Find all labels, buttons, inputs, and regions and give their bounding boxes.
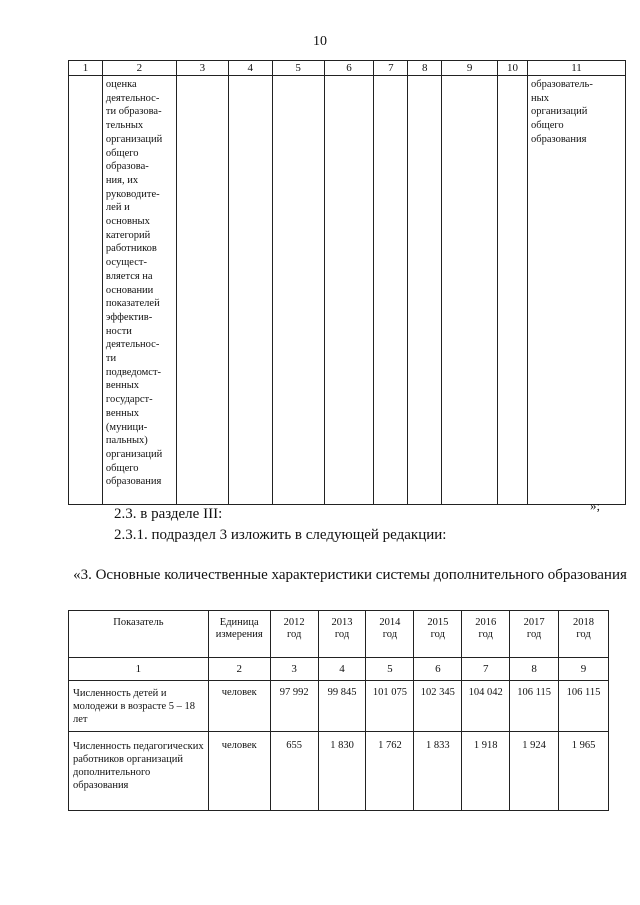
column-number: 7 <box>374 61 408 76</box>
value-cell: 101 075 <box>366 681 414 732</box>
column-number: 2 <box>208 658 270 681</box>
table-row <box>69 732 609 811</box>
characteristics-table <box>68 610 609 811</box>
table-cell <box>498 76 528 505</box>
year-header: 2014 год <box>366 611 414 658</box>
table-cell <box>176 76 228 505</box>
year-header: 2018 год <box>559 611 609 658</box>
organizations-text: образователь- ных организаций общего образования <box>531 79 593 145</box>
table-row <box>69 681 609 732</box>
table-cell <box>102 76 176 505</box>
column-number: 7 <box>462 658 510 681</box>
column-number: 4 <box>318 658 366 681</box>
unit-cell: человек <box>208 681 270 732</box>
section-2-3-1: 2.3.1. подраздел 3 изложить в следующей редакции: <box>114 527 447 543</box>
column-number: 1 <box>69 61 103 76</box>
column-number: 2 <box>102 61 176 76</box>
column-number: 5 <box>366 658 414 681</box>
assessment-text: оценка деятельнос- ти образова- тельных организаций общего образова- ния, их руководите- лей и основных категорий работников осущест- вляется на основании показателей эффектив- ности деятельнос- ти подведомст- венных государст- венных (муници- пальных) организаций общего образования <box>105 79 163 488</box>
value-cell: 99 845 <box>318 681 366 732</box>
value-cell: 97 992 <box>270 681 318 732</box>
column-number: 5 <box>272 61 324 76</box>
indicator-header: Показатель <box>69 611 209 658</box>
column-number-row <box>69 658 609 681</box>
table-row <box>69 76 626 505</box>
column-number: 10 <box>498 61 528 76</box>
table-cell <box>228 76 272 505</box>
column-number: 8 <box>510 658 559 681</box>
value-cell: 1 965 <box>559 732 609 811</box>
value-cell: 102 345 <box>414 681 462 732</box>
unit-header: Единица измерения <box>208 611 270 658</box>
page-number: 10 <box>313 34 327 49</box>
table-cell <box>374 76 408 505</box>
continued-table <box>68 60 626 505</box>
value-cell: 1 762 <box>366 732 414 811</box>
table-cell <box>442 76 498 505</box>
column-number: 9 <box>442 61 498 76</box>
value-cell: 106 115 <box>559 681 609 732</box>
closing-quote: »; <box>590 498 601 513</box>
value-cell: 1 918 <box>462 732 510 811</box>
year-header: 2017 год <box>510 611 559 658</box>
table-cell <box>272 76 324 505</box>
column-number: 3 <box>176 61 228 76</box>
value-cell: 1 830 <box>318 732 366 811</box>
column-number: 11 <box>528 61 626 76</box>
indicator-cell: Численность педагогических работников организаций дополнительного образования <box>69 732 209 811</box>
table-cell <box>408 76 442 505</box>
table-cell <box>69 76 103 505</box>
column-number: 6 <box>324 61 374 76</box>
value-cell: 655 <box>270 732 318 811</box>
column-number: 9 <box>559 658 609 681</box>
value-cell: 106 115 <box>510 681 559 732</box>
year-header: 2015 год <box>414 611 462 658</box>
table-cell <box>528 76 626 505</box>
column-number: 1 <box>69 658 209 681</box>
column-number: 8 <box>408 61 442 76</box>
year-header: 2013 год <box>318 611 366 658</box>
section-2-3: 2.3. в разделе III: <box>114 506 223 522</box>
column-number: 4 <box>228 61 272 76</box>
unit-cell: человек <box>208 732 270 811</box>
header-row <box>69 611 609 658</box>
table-cell <box>324 76 374 505</box>
year-header: 2016 год <box>462 611 510 658</box>
column-number-row <box>69 61 626 76</box>
column-number: 3 <box>270 658 318 681</box>
value-cell: 1 833 <box>414 732 462 811</box>
year-header: 2012 год <box>270 611 318 658</box>
column-number: 6 <box>414 658 462 681</box>
subsection-heading: «3. Основные количественные характеристики системы дополнительного образования <box>73 567 627 583</box>
value-cell: 104 042 <box>462 681 510 732</box>
indicator-cell: Численность детей и молодежи в возрасте 5 – 18 лет <box>69 681 209 732</box>
value-cell: 1 924 <box>510 732 559 811</box>
